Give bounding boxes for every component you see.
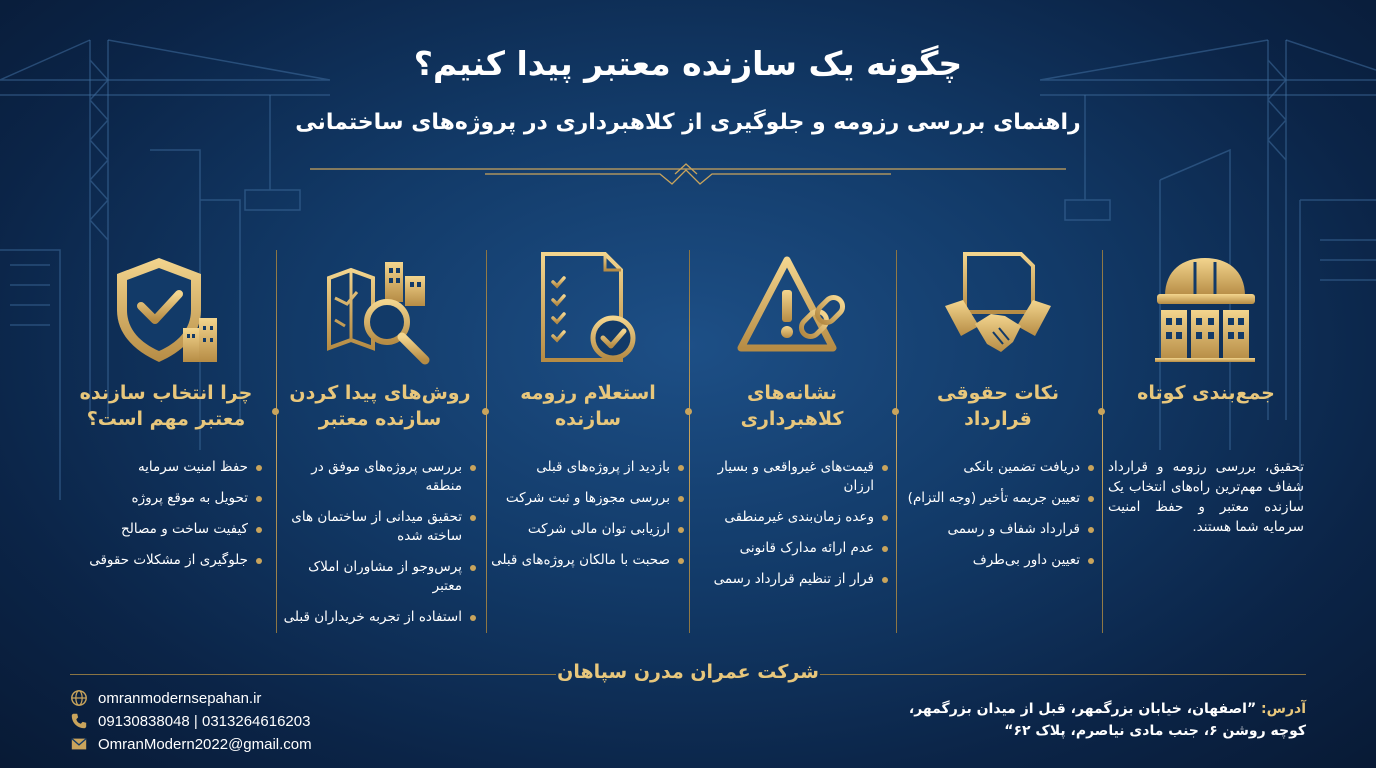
- list-item: عدم ارائه مدارک قانونی: [694, 539, 890, 558]
- title-dot: [482, 408, 489, 415]
- list-item: بازدید از پروژه‌های قبلی: [490, 458, 686, 477]
- column-title: چرا انتخاب سازنده معتبر مهم است؟: [79, 382, 253, 430]
- list-item: ارزیابی توان مالی شرکت: [490, 520, 686, 539]
- title-dot: [1098, 408, 1105, 415]
- list-item: صحبت با مالکان پروژه‌های قبلی: [490, 551, 686, 570]
- map-search-icon: [325, 248, 435, 368]
- title-divider: [310, 160, 1066, 190]
- list-item: استفاده از تجربه خریداران قبلی: [282, 608, 478, 627]
- company-name: شرکت عمران مدرن سپاهان: [557, 661, 819, 683]
- list-item: حفظ امنیت سرمایه: [68, 458, 264, 477]
- title-dot: [272, 408, 279, 415]
- page-title: چگونه یک سازنده معتبر پیدا کنیم؟: [413, 44, 963, 83]
- email-link[interactable]: OmranModern2022@gmail.com: [98, 735, 312, 753]
- warning-broken-chain-icon: [737, 248, 847, 368]
- hardhat-building-icon: [1151, 248, 1261, 368]
- shield-check-icon: [111, 248, 221, 368]
- column-title: استعلام رزومه سازنده: [520, 382, 656, 430]
- list-item: تعیین داور بی‌طرف: [900, 551, 1096, 570]
- title-dot: [892, 408, 899, 415]
- column-title: نکات حقوقی قرارداد: [937, 382, 1059, 430]
- list-item: فرار از تنظیم قرارداد رسمی: [694, 570, 890, 589]
- phone-icon: [70, 712, 88, 730]
- phone-row: [70, 710, 310, 732]
- website-link[interactable]: omranmodernsepahan.ir: [98, 689, 262, 707]
- column-list: [900, 458, 1096, 582]
- page-subtitle: راهنمای بررسی رزومه و جلوگیری از کلاهبرداری در پروژه‌های ساختمانی: [295, 110, 1081, 135]
- list-item: جلوگیری از مشکلات حقوقی: [68, 551, 264, 570]
- list-item: کیفیت ساخت و مصالح: [68, 520, 264, 539]
- list-item: قیمت‌های غیرواقعی و بسیار ارزان: [694, 458, 890, 496]
- checklist-document-icon: [533, 248, 643, 368]
- list-item: تعیین جریمه تأخیر (وجه التزام): [900, 489, 1096, 508]
- list-item: بررسی پروژه‌های موفق در منطقه: [282, 458, 478, 496]
- address-label: آدرس:: [1261, 701, 1306, 717]
- column-title: روش‌های پیدا کردن سازنده معتبر: [289, 382, 471, 430]
- list-item: دریافت تضمین بانکی: [900, 458, 1096, 477]
- address-line-1: ”اصفهان، خیابان بزرگمهر، قبل از میدان بزرگمهر،: [908, 701, 1257, 717]
- summary-text: تحقیق، بررسی رزومه و قرارداد شفاف مهم‌ترین راه‌های انتخاب یک سازنده معتبر و حفظ امنیت سرمایه شما هستند.: [1108, 459, 1304, 535]
- column-list: [490, 458, 686, 582]
- column-divider: [486, 250, 487, 633]
- column-list: [282, 458, 478, 639]
- list-item: قرارداد شفاف و رسمی: [900, 520, 1096, 539]
- list-item: تحویل به موقع پروژه: [68, 489, 264, 508]
- list-item: پرس‌وجو از مشاوران املاک معتبر: [282, 558, 478, 596]
- column-title: جمع‌بندی کوتاه: [1137, 382, 1275, 404]
- address-line-2: کوچه روشن ۶، جنب مادی نیاصرم، پلاک ۶۲“: [1004, 723, 1306, 739]
- column-list: [694, 458, 890, 601]
- column-divider: [689, 250, 690, 633]
- phone-numbers[interactable]: 09130838048 | 0313264616203: [98, 712, 311, 730]
- address-block: [900, 698, 1306, 742]
- column-list: [68, 458, 264, 582]
- globe-icon: [70, 689, 88, 707]
- column-divider: [1102, 250, 1103, 633]
- list-item: تحقیق میدانی از ساختمان های ساخته شده: [282, 508, 478, 546]
- column-divider: [276, 250, 277, 633]
- mail-icon: [70, 735, 88, 753]
- email-row: [70, 733, 312, 755]
- column-divider: [896, 250, 897, 633]
- list-item: بررسی مجوزها و ثبت شرکت: [490, 489, 686, 508]
- handshake-contract-icon: [943, 248, 1053, 368]
- list-item: وعده زمان‌بندی غیرمنطقی: [694, 508, 890, 527]
- website-row: [70, 687, 261, 709]
- column-title: نشانه‌های کلاهبرداری: [740, 382, 844, 430]
- title-dot: [685, 408, 692, 415]
